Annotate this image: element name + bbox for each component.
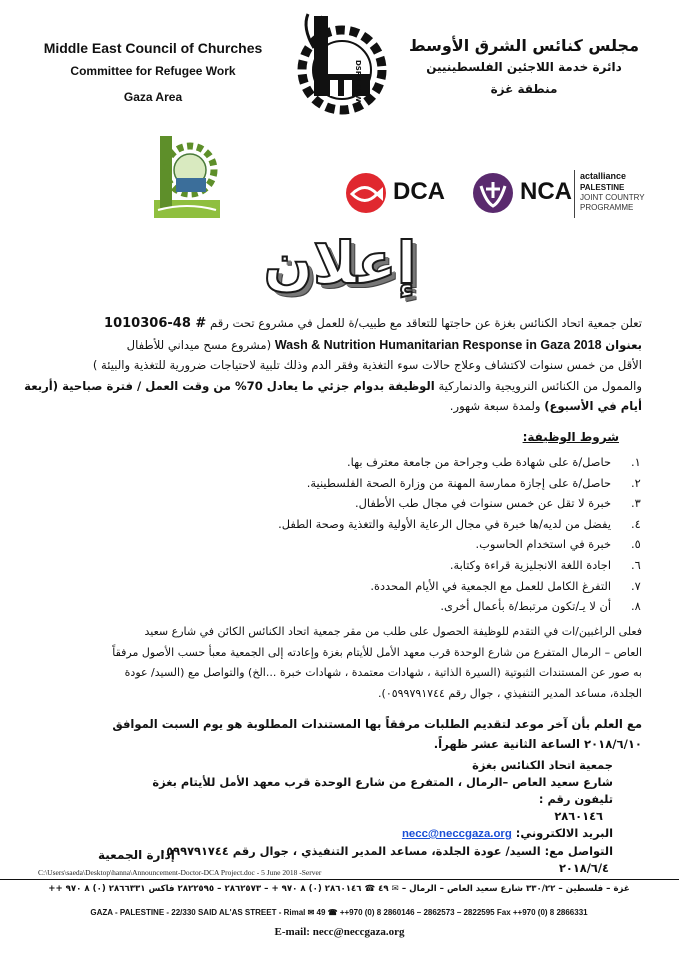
requirement-number: ٧.	[631, 578, 641, 593]
contact-email-link[interactable]: necc@neccgaza.org	[401, 828, 512, 840]
apply-line-3: به صور عن المستندات الثبوتية (السيرة الذاتية ، شهادات معتمدة ، شهادات خبرة ...الخ) والتواصل مع (السيد/ عودة	[124, 666, 642, 679]
org-name-en: Middle East Council of Churches	[43, 40, 263, 56]
deadline-line-1: مع العلم بأن آخر موعد لتقديم الطلبات مرفقاً بها المستندات المطلوبة هو يوم السبت الموافق	[112, 717, 642, 731]
requirement-item	[111, 493, 641, 514]
requirement-text: حاصل/ة على شهادة طب وجراحة من جامعة معترف بها.	[347, 455, 611, 469]
requirement-text: يفضل من لديه/ها خبرة في مجال الرعاية الأولية والتغذية وصحة الطفل.	[278, 516, 611, 531]
apply-line-1: فعلى الراغبين/ات في التقدم للوظيفة الحصول على طلب من مقر جمعية اتحاد الكنائس الكائن في شارع سعيد	[144, 625, 642, 638]
area-name-en: Gaza Area	[123, 90, 183, 104]
intro-paragraph	[24, 313, 642, 417]
requirement-item	[111, 452, 641, 473]
footer-arabic-address: غزة – فلسطين – ٣٣٠/٢٢ شارع سعيد العاص – الرمال – ✉ ٤٩ ☎ ٢٨٦٠١٤٦ (٠) ٨ ٩٧٠ + – ٢٨٦٢٥٧٣ – ٢٨٢٢٥٩٥ فاكس ٢٨٦٦٣٣١ (٠) ٨ ٩٧٠ ++	[48, 884, 630, 894]
org-name-ar: مجلس كنائس الشرق الأوسط	[408, 36, 639, 55]
footer-email: E-mail: necc@neccgaza.org	[274, 926, 405, 938]
area-name-ar: منطقة غزة	[490, 82, 558, 96]
footer-english-address: GAZA - PALESTINE - 22/330 SAID AL'AS STREET - Rimal ✉ 49 ☎ ++970 (0) 8 2860146 – 2862573 – 2822595 Fax ++970 (0) 8 2866331	[90, 908, 588, 917]
nca-hands-icon	[472, 172, 514, 214]
contact-email-row	[53, 825, 613, 843]
apply-line-2: العاص – الرمال المتفرع من شارع الوحدة قرب معهد الأمل للأيتام بغزة وإعادته إلى الجمعية معبأ حسب الأصول مرفقاً	[112, 645, 642, 659]
project-name: Wash & Nutrition Humanitarian Response in Gaza 2018	[274, 337, 602, 352]
dca-logo	[345, 172, 445, 214]
header-english	[22, 38, 284, 106]
council-logo	[292, 8, 392, 128]
requirement-text: اجادة اللغة الانجليزية قراءة وكتابة.	[449, 557, 611, 572]
intro-line-2	[38, 335, 642, 356]
requirement-number: ٣.	[631, 496, 641, 511]
contact-person: التواصل مع: السيد/ عودة الجلدة، مساعد المدير التنفيذي ، جوال رقم ٠٥٩٩٧٩١٧٤٤	[159, 844, 613, 858]
requirement-item	[111, 534, 641, 555]
intro-job-type: الوظيفة بدوام جزئي ما يعادل 70% من وقت العمل / فترة صباحية (أربعة	[24, 378, 435, 393]
contact-email-label: البريد الالكتروني:	[515, 826, 613, 840]
intro-text-1: تعلن جمعية اتحاد الكنائس بغزة عن حاجتها للتعاقد مع طبيب/ة للعمل في مشروع تحت رقم	[209, 316, 642, 330]
intro-duration: ولمدة سبعة شهور.	[449, 399, 541, 413]
nca-logo	[472, 172, 572, 214]
file-path: C:\Users\saeda\Desktop\hanna\Announcement-Doctor-DCA Project.doc - 5 June 2018 -Server	[38, 868, 322, 877]
colored-council-logo	[154, 132, 220, 220]
intro-funders: والممول من الكنائس النرويجية والدنماركية	[438, 378, 642, 393]
requirement-item	[111, 555, 641, 576]
actalliance-country: PALESTINE	[580, 183, 625, 192]
contact-phone: ٢٨٦٠١٤٦	[554, 809, 603, 823]
application-paragraph	[38, 622, 642, 704]
requirement-number: ٨.	[631, 599, 641, 614]
dca-fish-icon	[345, 172, 387, 214]
intro-line-5	[38, 396, 642, 417]
project-number: # 48-1010306	[104, 316, 207, 331]
requirement-text: خبرة لا تقل عن خمس سنوات في مجال طب الأطفال.	[355, 496, 611, 511]
deadline-paragraph	[38, 714, 642, 754]
dca-label: DCA	[393, 178, 445, 205]
requirement-text: خبرة في استخدام الحاسوب.	[475, 537, 611, 552]
requirement-item	[111, 576, 641, 597]
intro-line-3: الأقل من خمس سنوات لاكتشاف وعلاج حالات سوء التغذية وفقر الدم وذلك تلبية لاحتياجات ضرورية للتغذية والبيئة )	[92, 358, 642, 372]
requirement-number: ٦.	[631, 557, 641, 572]
contact-org: جمعية اتحاد الكنائس بغزة	[472, 758, 613, 772]
actalliance-name: actalliance	[580, 171, 627, 181]
intro-days: أيام في الأسبوع)	[544, 399, 642, 413]
requirement-text: التفرغ الكامل للعمل مع الجمعية في الأيام المحددة.	[370, 578, 611, 593]
intro-line-4	[24, 376, 642, 397]
requirement-item	[111, 596, 641, 617]
apply-line-4: الجلدة، مساعد المدير التنفيذي ، جوال رقم ٠٥٩٩٧٩١٧٤٤).	[378, 686, 642, 700]
requirement-number: ٢.	[631, 475, 641, 490]
deadline-line-2: ٢٠١٨/٦/١٠ الساعة الثانية عشر ظهراً.	[433, 737, 642, 751]
requirement-text: أن لا يـ/تكون مرتبط/ة بأعمال أخرى.	[440, 599, 611, 614]
contact-address: شارع سعيد العاص –الرمال ، المتفرع من شارع الوحدة قرب معهد الأمل للأيتام بغزة	[152, 775, 613, 789]
requirement-item	[111, 514, 641, 535]
committee-name-en: Committee for Refugee Work	[70, 64, 236, 78]
contact-phone-row	[53, 791, 613, 808]
actalliance-line3: JOINT COUNTRY	[580, 193, 645, 202]
intro-title-suffix: (مشروع مسح ميداني للأطفال	[126, 337, 272, 352]
requirement-number: ٤.	[631, 516, 641, 531]
requirement-item	[111, 473, 641, 494]
intro-title-prefix: بعنوان	[605, 337, 642, 352]
requirement-number: ١.	[631, 455, 641, 469]
actalliance-line4: PROGRAMME	[580, 203, 634, 212]
contact-phone-label: تليفون رقم :	[538, 792, 613, 806]
management-signature: إدارة الجمعية	[98, 848, 175, 862]
header-arabic	[389, 34, 659, 98]
requirement-number: ٥.	[631, 537, 641, 552]
announcement-title: إعلان	[263, 229, 417, 297]
dept-name-ar: دائرة خدمة اللاجئين الفلسطينيين	[426, 60, 622, 74]
requirement-text: حاصل/ة على إجازة ممارسة المهنة من وزارة الصحة الفلسطينية.	[306, 475, 611, 490]
requirements-list	[111, 452, 641, 617]
logo-label: DSPR CRW	[354, 60, 362, 103]
requirements-heading: شروط الوظيفة:	[522, 430, 619, 444]
actalliance-logo	[574, 170, 676, 218]
nca-label: NCA	[520, 178, 572, 205]
intro-line-1	[38, 313, 642, 335]
contact-date: ٢٠١٨/٦/٤	[558, 861, 609, 875]
footer-divider	[0, 879, 679, 880]
